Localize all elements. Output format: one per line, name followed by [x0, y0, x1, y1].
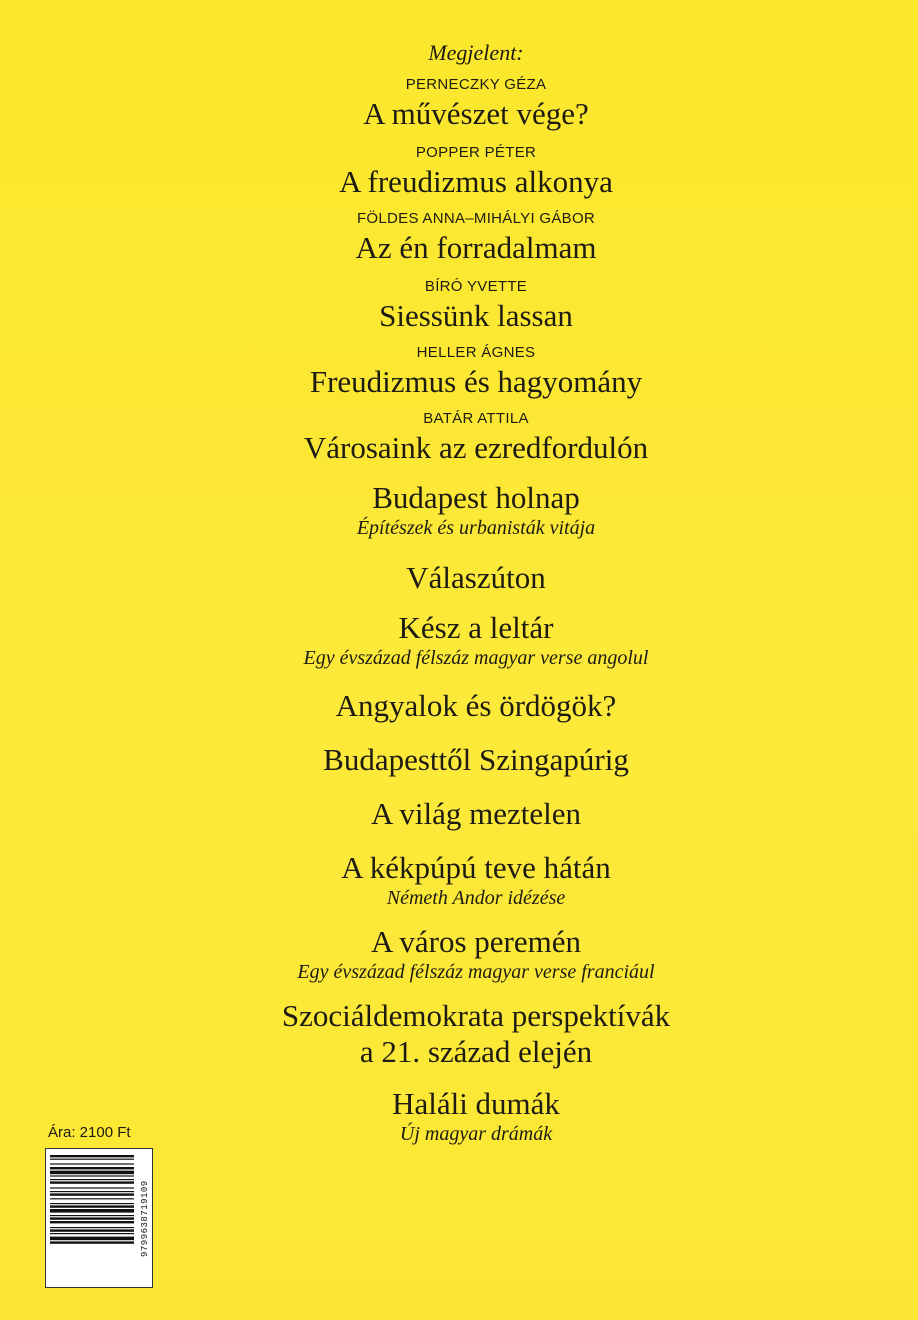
barcode-bars: [50, 1153, 138, 1283]
price-label: Ára: 2100 Ft: [48, 1124, 131, 1141]
book-title: Válaszúton: [406, 560, 546, 595]
book-title: A freudizmus alkonya: [339, 164, 613, 199]
barcode-stripe: [50, 1187, 134, 1188]
book-subtitle: Egy évszázad félszáz magyar verse franciául: [297, 961, 655, 983]
book-title: Az én forradalmam: [355, 230, 597, 265]
barcode-stripe: [50, 1167, 134, 1169]
barcode-number: 9799638719109: [140, 1180, 150, 1258]
book-title: A művészet vége?: [363, 96, 589, 131]
book-title: Budapest holnap: [372, 480, 580, 515]
book-title: Szociáldemokrata perspektívák: [281, 998, 671, 1033]
barcode-stripe: [50, 1233, 134, 1234]
barcode-stripe: [50, 1237, 134, 1241]
book-title: Angyalok és ördögök?: [335, 688, 617, 723]
list-heading: Megjelent:: [428, 40, 524, 65]
book-subtitle: Új magyar drámák: [399, 1123, 553, 1145]
book-title: A kékpúpú teve hátán: [341, 850, 611, 885]
barcode-stripe: [50, 1191, 134, 1192]
book-subtitle: Németh Andor idézése: [386, 887, 566, 909]
book-title: Freudizmus és hagyomány: [309, 364, 643, 399]
book-title: Budapesttől Szingapúrig: [323, 742, 629, 777]
barcode-stripe: [50, 1179, 134, 1180]
barcode-stripe: [50, 1209, 134, 1213]
book-subtitle: Egy évszázad félszáz magyar verse angolul: [303, 647, 649, 669]
barcode: [45, 1148, 153, 1288]
barcode-stripe: [50, 1163, 134, 1164]
barcode-stripe: [50, 1217, 134, 1219]
book-author: FÖLDES ANNA–MIHÁLYI GÁBOR: [356, 210, 596, 227]
book-title: Városaink az ezredfordulón: [303, 430, 649, 465]
barcode-stripe: [50, 1193, 134, 1195]
barcode-stripe: [50, 1241, 134, 1243]
barcode-stripe: [50, 1205, 134, 1207]
barcode-stripe: [50, 1155, 134, 1157]
barcode-stripe: [50, 1203, 134, 1204]
book-title-line2: a 21. század elején: [359, 1034, 593, 1069]
barcode-stripe: [50, 1175, 134, 1176]
barcode-stripe: [50, 1227, 134, 1228]
book-title: A város peremén: [370, 924, 582, 959]
book-author: HELLER ÁGNES: [416, 344, 536, 361]
book-author: BÍRÓ YVETTE: [424, 278, 528, 295]
book-title: Haláli dumák: [392, 1086, 560, 1121]
barcode-stripe: [50, 1221, 134, 1223]
published-titles-list: [226, 40, 726, 1146]
barcode-stripe: [50, 1181, 134, 1183]
book-author: BATÁR ATTILA: [423, 410, 529, 427]
book-title: Siessünk lassan: [379, 298, 573, 333]
barcode-stripe: [50, 1198, 134, 1199]
barcode-stripe: [50, 1171, 134, 1175]
book-title: Kész a leltár: [398, 610, 554, 645]
barcode-stripe: [50, 1229, 134, 1231]
barcode-stripe: [50, 1159, 134, 1160]
book-title: A világ meztelen: [370, 796, 582, 831]
book-author: PERNECZKY GÉZA: [405, 76, 547, 93]
barcode-stripe: [50, 1215, 134, 1216]
book-author: POPPER PÉTER: [415, 144, 537, 161]
book-subtitle: Építészek és urbanisták vitája: [356, 517, 596, 539]
